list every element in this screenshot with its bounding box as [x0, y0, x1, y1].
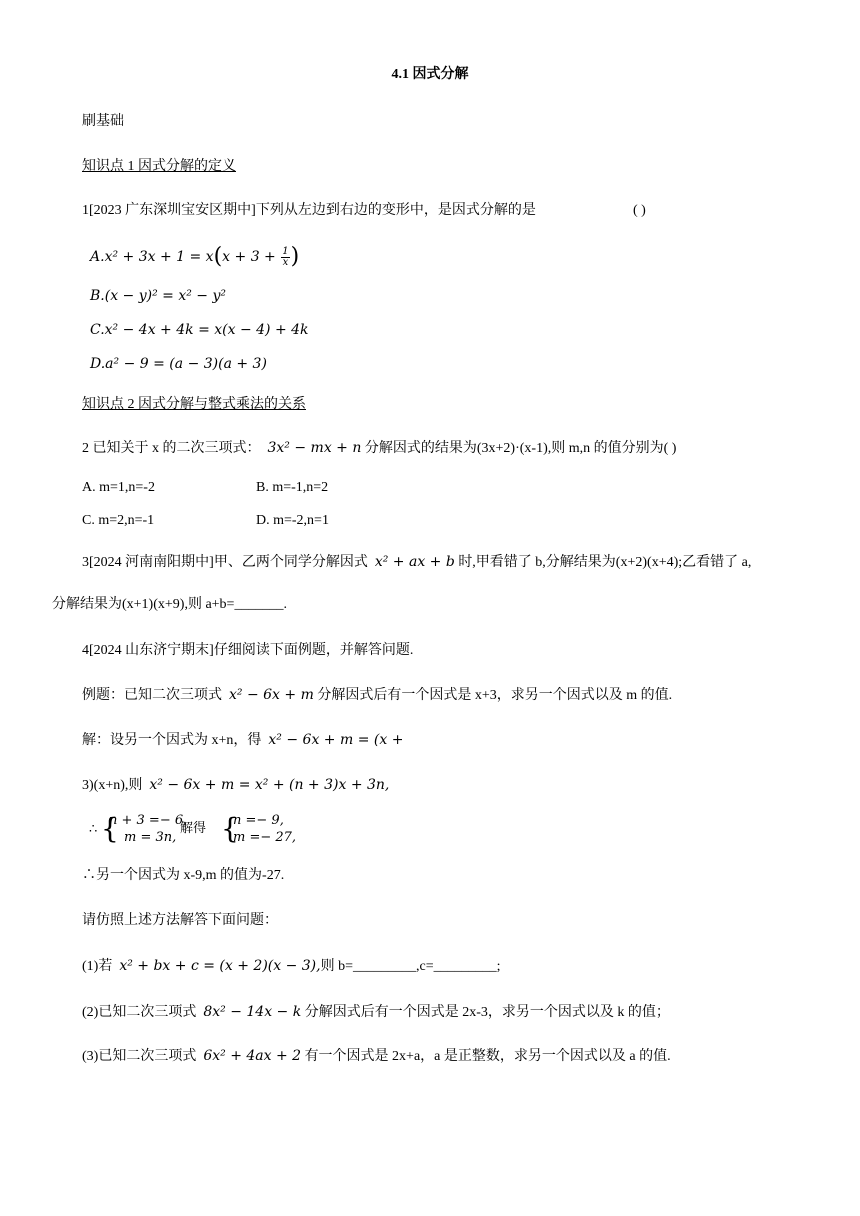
section-label: 刷基础: [82, 114, 124, 129]
q4-conclusion: ∴另一个因式为 x-9,m 的值为-27.: [82, 868, 285, 883]
q3-stem: 3[2024 河南南阳期中]甲、乙两个同学分解因式 x² + ax + b 时,甲看错了 b,分解结果为(x+2)(x+4);乙看错了 a,: [82, 554, 752, 570]
q2-option-c: C. m=2,n=-1: [82, 513, 155, 528]
q4-example: 例题：已知二次三项式 x² − 6x + m 分解因式后有一个因式是 x+3，求另一个因式以及 m 的值.: [82, 687, 673, 703]
q2-option-a: A. m=1,n=-2: [82, 480, 155, 495]
system1-eq1: n + 3 =− 6,: [109, 813, 188, 828]
system2-eq1: n =− 9,: [233, 813, 284, 828]
q1-option-b: B.(x − y)² = x² − y²: [90, 288, 227, 304]
q1-option-c: C.x² − 4x + 4k = x(x − 4) + 4k: [90, 322, 309, 338]
q4-part-1: (1)若 x² + bx + c = (x + 2)(x − 3),则 b=_________,c=_________;: [82, 958, 501, 974]
q2-option-b: B. m=-1,n=2: [256, 480, 329, 495]
q1-answer-bracket: ( ): [633, 203, 646, 218]
knowledge-point-1: 知识点 1 因式分解的定义: [82, 159, 236, 174]
solve-label: 解得: [180, 820, 207, 835]
q4-stem: 4[2024 山东济宁期末]仔细阅读下面例题，并解答问题.: [82, 643, 414, 658]
q4-solution-line2: 3)(x+n),则 x² − 6x + m = x² + (n + 3)x + 3n,: [82, 777, 390, 793]
q3-stem-line2: 分解结果为(x+1)(x+9),则 a+b=_______.: [52, 597, 287, 612]
left-brace-2: {: [221, 812, 239, 845]
system2-eq2: m =− 27,: [233, 830, 297, 845]
q4-part-3: (3)已知二次三项式 6x² + 4ax + 2 有一个因式是 2x+a，a 是正整数，求另一个因式以及 a 的值.: [82, 1048, 671, 1064]
q2-option-d: D. m=-2,n=1: [256, 513, 329, 528]
left-brace-1: {: [101, 812, 119, 845]
q4-part-2: (2)已知二次三项式 8x² − 14x − k 分解因式后有一个因式是 2x-3，求另一个因式以及 k 的值；: [82, 1004, 670, 1020]
therefore-symbol: ∴: [89, 822, 98, 837]
knowledge-point-2: 知识点 2 因式分解与整式乘法的关系: [82, 397, 306, 412]
q4-instruction: 请仿照上述方法解答下面问题：: [82, 913, 278, 928]
q1-option-d: D.a² − 9 = (a − 3)(a + 3): [90, 356, 267, 372]
q1-option-a: A.x² + 3x + 1 = x(x + 3 + $\frac{1}{x}$ ): [90, 244, 300, 269]
page-title: 4.1 因式分解: [391, 67, 469, 82]
system1-eq2: m = 3n,: [124, 830, 177, 845]
q2-stem: 2 已知关于 x 的二次三项式： 3x² − mx + n 分解因式的结果为(3x+2)·(x-1),则 m,n 的值分别为( ): [82, 440, 677, 456]
q1-stem: 1[2023 广东深圳宝安区期中]下列从左边到右边的变形中，是因式分解的是: [82, 203, 536, 218]
q4-solution-line1: 解：设另一个因式为 x+n，得 x² − 6x + m = (x +: [82, 732, 404, 748]
